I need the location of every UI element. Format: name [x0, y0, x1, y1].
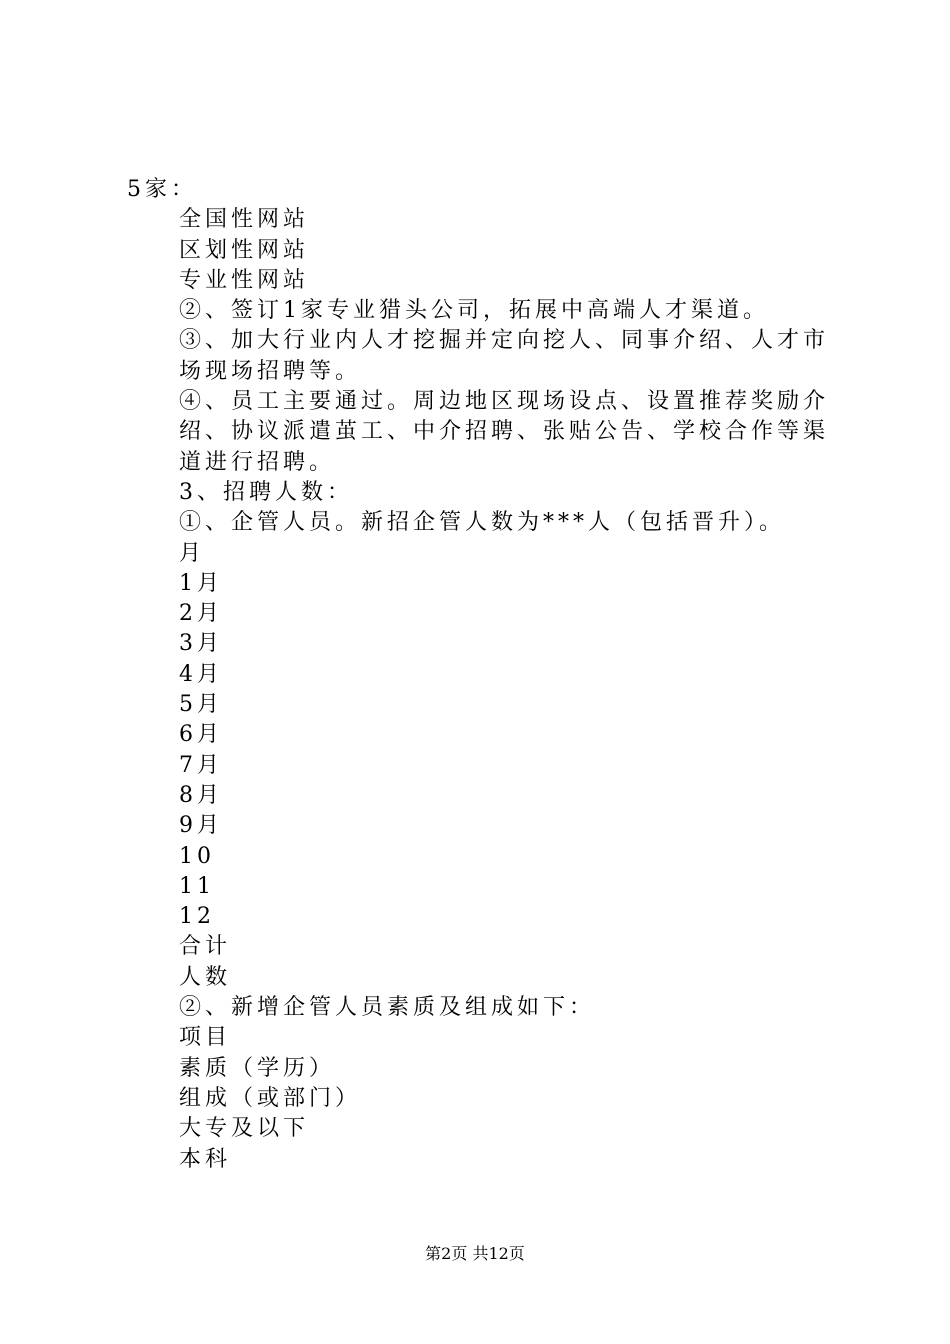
paragraph-line: 本科 [179, 1146, 232, 1172]
paragraph-line: 11 [179, 873, 215, 899]
page-footer: 第2页 共12页 [425, 1244, 525, 1263]
paragraph-line: 8月 [179, 782, 223, 808]
paragraph-line: 全国性网站 [179, 207, 310, 233]
paragraph-line: 3月 [179, 631, 223, 657]
paragraph-line: ③、加大行业内人才挖掘并定向挖人、同事介绍、人才市场现场招聘等。 [179, 328, 830, 384]
paragraph-line: 大专及以下 [179, 1116, 310, 1142]
paragraph-line: 4月 [179, 661, 223, 687]
paragraph-line: 9月 [179, 813, 223, 839]
paragraph-line: 12 [179, 904, 215, 930]
paragraph-line: ④、员工主要通过。周边地区现场设点、设置推荐奖励介绍、协议派遣茧工、中介招聘、张贴公告、学校合作等渠道进行招聘。 [179, 389, 830, 475]
paragraph-line: 10 [179, 843, 215, 869]
document-body [127, 175, 833, 1175]
paragraph-line: ②、新增企管人员素质及组成如下： [179, 995, 596, 1021]
paragraph-line: ①、企管人员。新招企管人数为***人（包括晋升）。 [179, 510, 786, 536]
paragraph-line: 6月 [179, 722, 223, 748]
paragraph-line: 5家： [127, 177, 197, 202]
paragraph-line: 1月 [179, 570, 223, 596]
paragraph-line: 人数 [179, 964, 232, 990]
paragraph-line: ②、签订1家专业猎头公司，拓展中高端人才渠道。 [179, 298, 769, 324]
paragraph-line: 素质（学历） [179, 1055, 336, 1081]
paragraph-line: 月 [179, 540, 206, 566]
paragraph-line: 项目 [179, 1025, 232, 1051]
paragraph-line: 专业性网站 [179, 267, 310, 293]
paragraph-line: 2月 [179, 601, 223, 627]
paragraph-line: 5月 [179, 692, 223, 718]
paragraph-line: 区划性网站 [179, 237, 310, 263]
paragraph-line: 合计 [179, 934, 232, 960]
paragraph-line: 7月 [179, 752, 223, 778]
paragraph-line: 3、招聘人数： [179, 479, 353, 505]
paragraph-line: 组成（或部门） [179, 1085, 362, 1111]
